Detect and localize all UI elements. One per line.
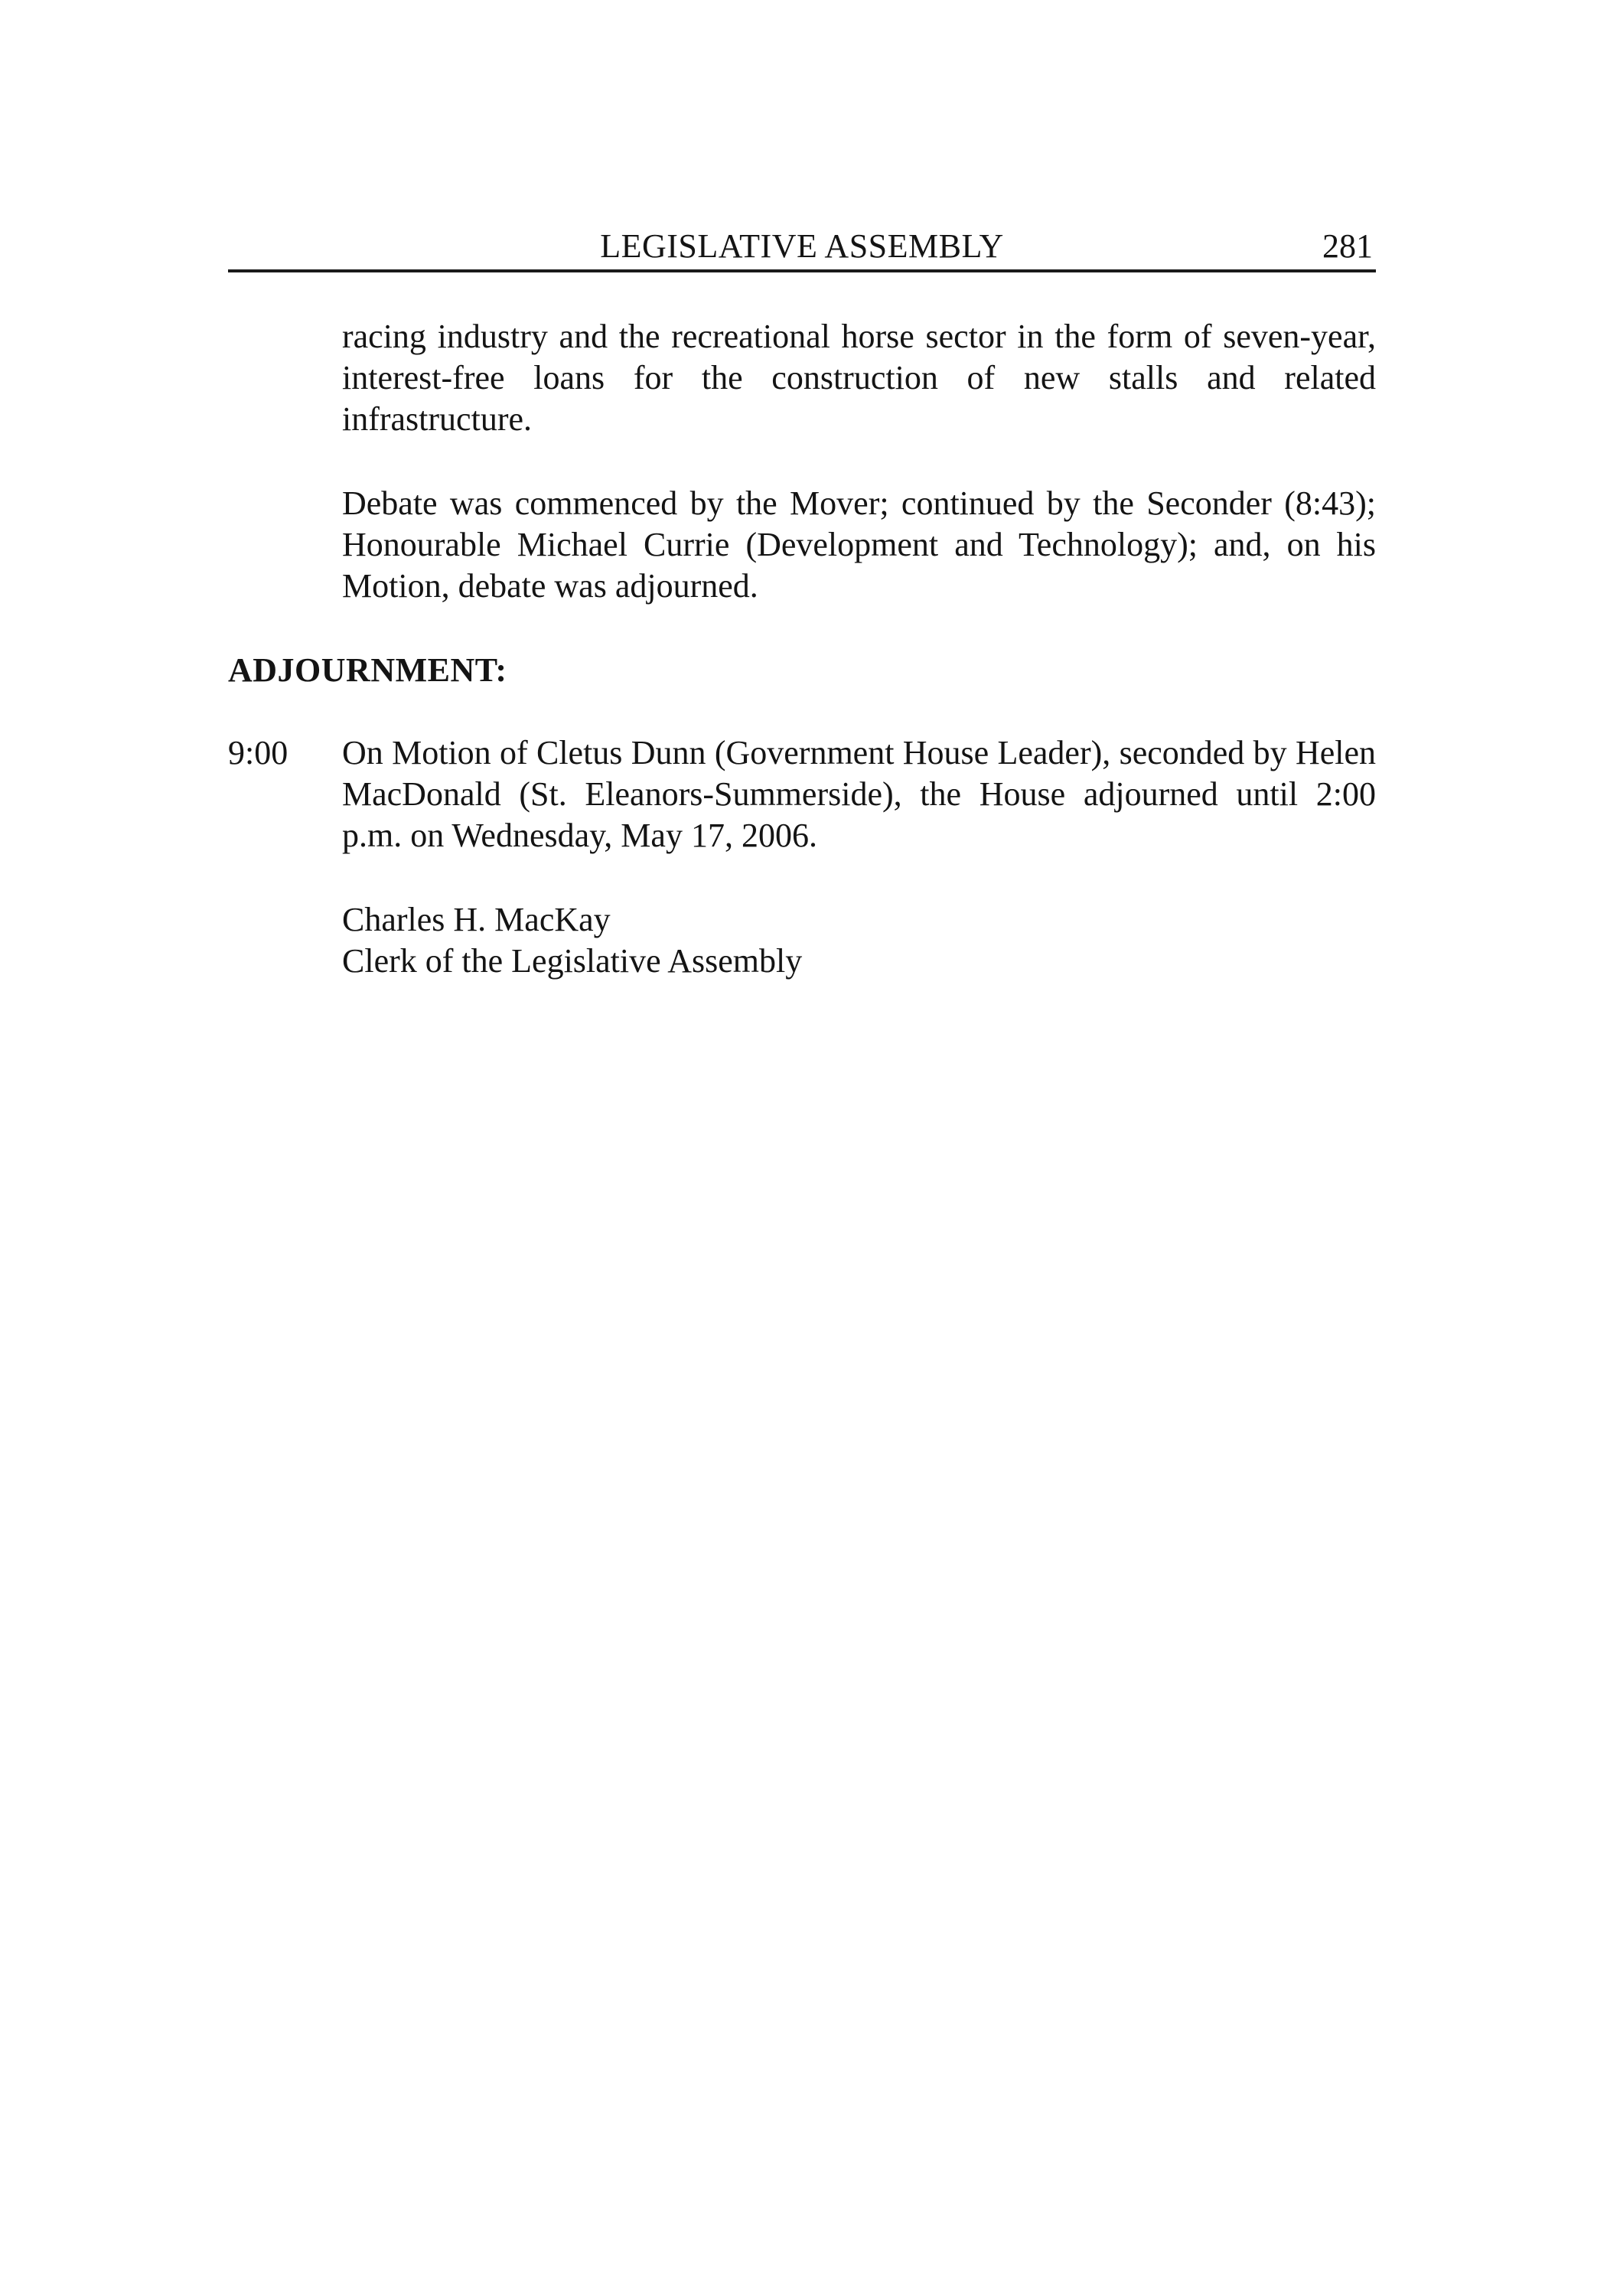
signature-block [342, 899, 802, 982]
clerk-title: Clerk of the Legislative Assembly [342, 942, 803, 980]
adjournment-time: 9:00 [228, 734, 288, 771]
continued-paragraph: racing industry and the recreational horse sector in the form of seven-year, interest-free loans for the construction of new stalls and related infrastructure. [342, 318, 1376, 438]
page-number: 281 [1322, 227, 1373, 265]
adjournment-paragraph: On Motion of Cletus Dunn (Government House Leader), seconded by Helen MacDonald (St. Eleanors-Summerside), the House adjourned until 2:00 p.m. on Wednesday, May 17, 2006. [342, 734, 1376, 854]
running-title: LEGISLATIVE ASSEMBLY [600, 227, 1004, 265]
running-header [228, 223, 1376, 272]
adjournment-heading: ADJOURNMENT: [228, 651, 507, 689]
debate-paragraph: Debate was commenced by the Mover; continued by the Seconder (8:43); Honourable Michael Currie (Development and Technology); and, on his Motion, debate was adjourned. [342, 484, 1376, 605]
clerk-name: Charles H. MacKay [342, 901, 611, 938]
